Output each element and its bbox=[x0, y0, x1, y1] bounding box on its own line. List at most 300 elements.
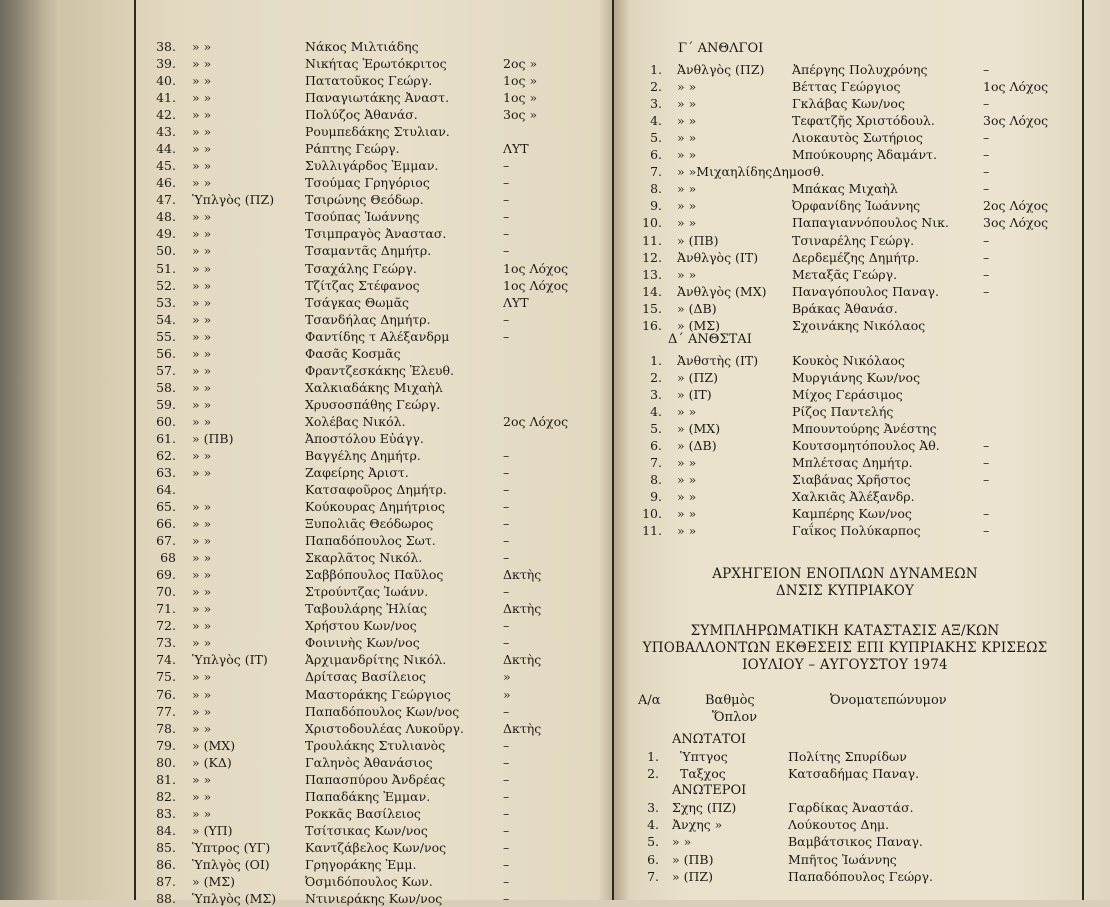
officer-name: Πατατοῦκος Γεώργ. bbox=[305, 73, 433, 89]
officer-name: Σκαρλᾶτος Νικόλ. bbox=[305, 550, 423, 566]
anthlgos-number: 9. bbox=[650, 198, 662, 214]
officer-rank: » » bbox=[192, 771, 212, 787]
anthlgos-number: 16. bbox=[642, 317, 662, 333]
anotatos-number: 1. bbox=[647, 749, 659, 764]
officer-name: Παπαδόπουλος Σωτ. bbox=[305, 533, 436, 549]
officer-note: 1ος Λόχος bbox=[503, 277, 569, 293]
officer-name: Ταβουλάρης Ἠλίας bbox=[305, 601, 428, 617]
anthlgos-row bbox=[0, 61, 1110, 78]
officer-note: – bbox=[503, 754, 510, 770]
officer-row bbox=[0, 38, 1110, 55]
anthstis-note: – bbox=[983, 506, 990, 521]
officer-note: Δκτὴς bbox=[503, 652, 542, 668]
officer-rank: » » bbox=[192, 311, 212, 327]
section-anthstai-heading: Δ΄ ΑΝΘΣΤΑΙ bbox=[668, 332, 752, 347]
officer-name: Ὀσμιδόπουλος Κων. bbox=[305, 873, 433, 889]
anoteros-number: 7. bbox=[647, 868, 659, 884]
officer-row bbox=[0, 890, 1110, 907]
officer-name: Φαντίδης τ Αλέξανδρμ bbox=[305, 328, 450, 344]
officer-name: Τσίτσικας Κων/νος bbox=[305, 822, 428, 838]
officer-rank: » » bbox=[192, 124, 212, 140]
anthlgos-number: 5. bbox=[650, 130, 662, 146]
officer-number: 68 bbox=[160, 550, 176, 566]
anthlgos-row bbox=[0, 146, 1110, 163]
officer-number: 69. bbox=[156, 567, 176, 583]
anthlgos-row bbox=[0, 78, 1110, 95]
officer-rank: » » bbox=[192, 294, 212, 310]
officer-number: 40. bbox=[156, 73, 176, 89]
officer-number: 48. bbox=[156, 209, 176, 225]
anthlgos-name: Παπαγιαννόπουλος Νικ. bbox=[792, 215, 949, 231]
officer-name: Φασᾶς Κοσμᾶς bbox=[305, 345, 401, 361]
anthstis-note: – bbox=[983, 523, 990, 538]
officer-name: Παναγιωτάκης Ἀναστ. bbox=[305, 90, 450, 106]
anthstis-name: Χαλκιᾶς Ἀλέξανδρ. bbox=[792, 489, 915, 504]
anthlgos-row bbox=[0, 214, 1110, 231]
anthlgos-number: 7. bbox=[650, 164, 662, 180]
officer-note: – bbox=[503, 243, 510, 259]
anotatos-name: Κατσαδήμας Παναγ. bbox=[788, 766, 920, 781]
officer-rank: » » bbox=[192, 209, 212, 225]
anthlgos-row bbox=[0, 95, 1110, 112]
header-aa: Α/α bbox=[638, 693, 661, 708]
anthstis-rank: » » bbox=[677, 523, 697, 538]
officer-number: 70. bbox=[156, 584, 176, 600]
officer-rank: » (ΜΣ) bbox=[192, 873, 236, 889]
officer-name: Χαλκιαδάκης Μιχαὴλ bbox=[305, 379, 443, 395]
officer-rank: » (ΥΠ) bbox=[192, 822, 233, 838]
officer-note: – bbox=[503, 839, 510, 855]
officer-name: Κατσαφοῦρος Δημήτρ. bbox=[305, 482, 447, 498]
officer-rank: » » bbox=[192, 107, 212, 123]
anthlgos-number: 14. bbox=[642, 283, 662, 299]
officer-number: 63. bbox=[156, 465, 176, 480]
anthlgos-number: 1. bbox=[650, 62, 662, 77]
anthstis-name: Μπουντούρης Ἀνέστης bbox=[792, 421, 937, 436]
officer-number: 88. bbox=[156, 891, 176, 906]
officer-rank: » » bbox=[192, 413, 212, 429]
anthlgos-number: 2. bbox=[650, 79, 662, 95]
anthstis-rank: » » bbox=[677, 472, 697, 487]
officer-note: » bbox=[503, 686, 511, 702]
officer-number: 60. bbox=[156, 413, 176, 429]
anthlgos-row bbox=[0, 180, 1110, 197]
officer-name: Κούκουρας Δημήτριος bbox=[305, 499, 445, 515]
officer-rank: » » bbox=[192, 516, 212, 532]
officer-rank: Ὑπτρος (ΥΓ) bbox=[192, 839, 271, 855]
officer-name: Γαληνὸς Ἀθανάσιος bbox=[305, 754, 433, 770]
officer-name: Ἀποστόλου Εὐάγγ. bbox=[305, 430, 424, 446]
officer-rank: » » bbox=[192, 669, 212, 685]
anotatos-rank: Ὑπτγος bbox=[680, 749, 728, 764]
anthlgos-name: Ἀπέργης Πολυχρόνης bbox=[792, 62, 928, 77]
officer-row bbox=[0, 600, 1110, 617]
anthlgos-note: – bbox=[983, 96, 990, 112]
anthlgos-rank: » (ΔΒ) bbox=[677, 300, 717, 316]
officer-rank: » » bbox=[192, 73, 212, 89]
officer-note: – bbox=[503, 737, 510, 753]
anoteros-row bbox=[0, 868, 1110, 885]
officer-note: 1ος » bbox=[503, 73, 538, 89]
anthstis-row bbox=[0, 403, 1110, 420]
officer-name: Παπαδόπουλος Κων/νος bbox=[305, 703, 460, 719]
officer-note: Δκτὴς bbox=[503, 601, 542, 617]
anthstis-row bbox=[0, 522, 1110, 539]
officer-number: 52. bbox=[156, 277, 176, 293]
officer-number: 38. bbox=[156, 39, 176, 54]
anthstis-rank: » (ΠΖ) bbox=[677, 370, 718, 385]
officer-note: 2ος » bbox=[503, 56, 538, 72]
officer-name: Τσιμπραγὸς Ἀναστασ. bbox=[305, 226, 447, 242]
anthlgos-row bbox=[0, 249, 1110, 266]
anthlgos-rank: Ἀνθλγὸς (ΙΤ) bbox=[677, 249, 759, 265]
officer-note: 3ος » bbox=[503, 107, 538, 123]
officer-rank: » » bbox=[192, 277, 212, 293]
anthlgos-name: Λιοκαυτὸς Σωτήριος bbox=[792, 130, 923, 146]
officer-rank: » » bbox=[192, 686, 212, 702]
officer-name: Φραντζεσκάκης Ἐλευθ. bbox=[305, 362, 455, 378]
officer-number: 84. bbox=[156, 822, 176, 838]
officer-number: 54. bbox=[156, 311, 176, 327]
anotatos-number: 2. bbox=[647, 766, 659, 781]
anthstis-rank: » » bbox=[677, 404, 697, 419]
anthlgos-note: – bbox=[983, 62, 990, 77]
anthlgos-note: – bbox=[983, 249, 990, 265]
officer-rank: » » bbox=[192, 567, 212, 583]
officer-number: 64. bbox=[156, 482, 176, 498]
anthlgos-note: – bbox=[983, 147, 990, 163]
officer-number: 85. bbox=[156, 839, 176, 855]
officer-rank: » » bbox=[192, 345, 212, 361]
anthlgos-row bbox=[0, 283, 1110, 300]
anthlgos-number: 10. bbox=[642, 215, 662, 231]
officer-name: Τσανδήλας Δημήτρ. bbox=[305, 311, 431, 327]
anthlgos-number: 6. bbox=[650, 147, 662, 163]
officer-number: 77. bbox=[156, 703, 176, 719]
anoteros-name: Μπῆτος Ἰωάννης bbox=[788, 851, 897, 867]
hq-title-line1: ΑΡΧΗΓΕΙΟΝ ΕΝΟΠΛΩΝ ΔΥΝΑΜΕΩΝ bbox=[712, 566, 978, 582]
anthlgos-rank: » » bbox=[677, 96, 697, 112]
officer-rank: Ὑπλγὸς (ΙΤ) bbox=[192, 652, 268, 668]
anoteros-number: 3. bbox=[647, 800, 659, 815]
anthstis-name: Κουτσομητόπουλος Ἀθ. bbox=[792, 438, 940, 453]
officer-number: 42. bbox=[156, 107, 176, 123]
anthstis-number: 5. bbox=[650, 421, 662, 436]
officer-note: – bbox=[503, 482, 510, 498]
anthlgos-name: Ὀρφανίδης Ἰωάννης bbox=[792, 198, 921, 214]
anthlgos-row bbox=[0, 266, 1110, 283]
anthlgos-rank: » » bbox=[677, 266, 697, 282]
officer-name: Ροκκᾶς Βασίλειος bbox=[305, 805, 421, 821]
officer-name: Δρίτσας Βασίλειος bbox=[305, 669, 427, 685]
section-anthlgoi-heading: Γ΄ ΑΝΘΛΓΟΙ bbox=[678, 41, 764, 56]
officer-number: 44. bbox=[156, 141, 176, 157]
anthlgos-note: – bbox=[983, 266, 990, 282]
anthlgos-row bbox=[0, 197, 1110, 214]
anthlgos-note: – bbox=[983, 164, 990, 180]
anthlgos-rank: Ἀνθλγὸς (ΠΖ) bbox=[677, 62, 765, 77]
officer-name: Χριστοδουλέας Λυκοῦργ. bbox=[305, 720, 464, 736]
officer-rank: » » bbox=[192, 56, 212, 72]
officer-number: 73. bbox=[156, 635, 176, 651]
officer-rank: » (ΚΔ) bbox=[192, 754, 232, 770]
anthstis-name: Γαΐκος Πολύκαρπος bbox=[792, 523, 921, 538]
officer-name: Παπασπύρου Ἀνδρέας bbox=[305, 771, 446, 787]
anthstis-number: 3. bbox=[650, 387, 662, 402]
officer-number: 87. bbox=[156, 873, 176, 889]
officer-number: 86. bbox=[156, 856, 176, 872]
officer-number: 71. bbox=[156, 601, 176, 617]
anthstis-name: Μυργιάνης Κων/νος bbox=[792, 370, 921, 385]
officer-note: 1ος Λόχος bbox=[503, 260, 569, 276]
anthlgos-note: 1ος Λόχος bbox=[983, 79, 1049, 95]
officer-name: Τσούμας Γρηγόριος bbox=[305, 175, 430, 191]
anoteros-name: Λούκουτος Δημ. bbox=[788, 817, 890, 833]
officer-name: Βαγγέλης Δημήτρ. bbox=[305, 447, 421, 463]
officer-name: Νικήτας Ἐρωτόκριτος bbox=[305, 56, 447, 72]
officer-note: 2ος Λόχος bbox=[503, 413, 569, 429]
officer-number: 53. bbox=[156, 294, 176, 310]
officer-number: 43. bbox=[156, 124, 176, 140]
officer-note: – bbox=[503, 635, 510, 651]
anthstis-name: Σιαβάνας Χρῆστος bbox=[792, 472, 911, 487]
anoteroi-heading: ΑΝΩΤΕΡΟΙ bbox=[672, 783, 747, 798]
officer-number: 61. bbox=[156, 430, 176, 446]
officer-rank: » » bbox=[192, 158, 212, 174]
header-name: Ὀνοματεπώνυμον bbox=[830, 693, 947, 708]
anthlgos-note: – bbox=[983, 232, 990, 248]
anthstis-rank: » » bbox=[677, 506, 697, 521]
officer-note: – bbox=[503, 873, 510, 889]
officer-rank: » » bbox=[192, 328, 212, 344]
officer-rank: » » bbox=[192, 141, 212, 157]
officer-number: 51. bbox=[156, 260, 176, 276]
officer-name: Στρούντζας Ἰωάνν. bbox=[305, 584, 429, 600]
officer-rank: » » bbox=[192, 243, 212, 259]
report-title-line1: ΣΥΜΠΛΗΡΩΜΑΤΙΚΗ ΚΑΤΑΣΤΑΣΙΣ ΑΞ/ΚΩΝ bbox=[690, 623, 1000, 639]
anthstis-number: 2. bbox=[650, 370, 662, 385]
anthstis-number: 7. bbox=[650, 455, 662, 470]
anotatos-rank: Ταξχος bbox=[680, 766, 726, 781]
officer-note: – bbox=[503, 192, 510, 208]
anthlgos-rank: » (ΠΒ) bbox=[677, 232, 719, 248]
officer-name: Μαστοράκης Γεώργιος bbox=[305, 686, 451, 702]
officer-rank: » » bbox=[192, 396, 212, 412]
anthlgos-number: 15. bbox=[642, 300, 662, 316]
anthstis-note: – bbox=[983, 438, 990, 453]
officer-rank: » » bbox=[192, 618, 212, 634]
officer-rank: » » bbox=[192, 226, 212, 242]
officer-name: Χολέβας Νικόλ. bbox=[305, 413, 406, 429]
anthstis-rank: » (ΔΒ) bbox=[677, 438, 717, 453]
anthlgos-rank: » » bbox=[677, 215, 697, 231]
officer-name: Τζίτζας Στέφανος bbox=[305, 277, 420, 293]
anthlgos-number: 4. bbox=[650, 113, 662, 129]
officer-name: Ντινιεράκης Κων/νος bbox=[305, 891, 443, 906]
officer-rank: » » bbox=[192, 635, 212, 651]
anthlgos-row bbox=[0, 163, 1110, 180]
anthlgos-note: 2ος Λόχος bbox=[983, 198, 1049, 214]
officer-note: ΛΥΤ bbox=[503, 141, 529, 157]
officer-rank: » » bbox=[192, 499, 212, 515]
anthlgos-number: 12. bbox=[642, 249, 662, 265]
officer-number: 57. bbox=[156, 362, 176, 378]
officer-name: Πολύζος Ἀθανάσ. bbox=[305, 107, 418, 123]
anthstis-name: Ρίζος Παντελής bbox=[792, 404, 894, 419]
anthlgos-rank: » »ΜιχαηλίδηςΔημοσθ. bbox=[677, 164, 825, 180]
officer-name: Σαββόπουλος Παῦλος bbox=[305, 567, 444, 583]
anthstis-number: 10. bbox=[642, 506, 662, 521]
anthstis-rank: » (ΙΤ) bbox=[677, 387, 712, 402]
anthstis-note: – bbox=[983, 455, 990, 470]
officer-note: – bbox=[503, 158, 510, 174]
officer-number: 46. bbox=[156, 175, 176, 191]
anthstis-number: 11. bbox=[642, 523, 662, 538]
anthlgos-name: Μεταξᾶς Γεώργ. bbox=[792, 266, 898, 282]
anthlgos-number: 3. bbox=[650, 96, 662, 112]
officer-rank: » (ΠΒ) bbox=[192, 430, 234, 446]
officer-number: 45. bbox=[156, 158, 176, 174]
anoteros-number: 5. bbox=[647, 834, 659, 850]
officer-rank: » » bbox=[192, 260, 212, 276]
anoteros-name: Βαμβάτσικος Παναγ. bbox=[788, 834, 923, 850]
anthlgos-name: Μπάκας Μιχαὴλ bbox=[792, 181, 898, 197]
anthstis-row bbox=[0, 454, 1110, 471]
header-arm: Ὅπλον bbox=[712, 710, 758, 725]
anoteros-rank: » (ΠΒ) bbox=[672, 851, 714, 867]
officer-rank: » » bbox=[192, 533, 212, 549]
anthlgos-name: Τσιναρέλης Γεώργ. bbox=[792, 232, 915, 248]
officer-note: – bbox=[503, 328, 510, 344]
anthlgos-name: Τεφατζῆς Χριστόδουλ. bbox=[792, 113, 935, 129]
anthstis-row bbox=[0, 369, 1110, 386]
officer-rank: » » bbox=[192, 720, 212, 736]
anoteros-rank: » » bbox=[672, 834, 692, 850]
anthlgos-rank: » » bbox=[677, 113, 697, 129]
officer-note: – bbox=[503, 805, 510, 821]
officer-rank: » » bbox=[192, 465, 212, 480]
officer-note: – bbox=[503, 226, 510, 242]
officer-note: – bbox=[503, 856, 510, 872]
officer-rank: » (ΜΧ) bbox=[192, 737, 236, 753]
officer-number: 79. bbox=[156, 737, 176, 753]
anthstis-rank: Ἀνθστὴς (ΙΤ) bbox=[677, 353, 759, 368]
officer-name: Ἀρχιμανδρίτης Νικόλ. bbox=[305, 652, 447, 668]
officer-note: – bbox=[503, 788, 510, 804]
officer-number: 59. bbox=[156, 396, 176, 412]
header-rank: Βαθμὸς bbox=[705, 693, 755, 708]
anthlgos-name: Μπούκουρης Ἀδαμάντ. bbox=[792, 147, 937, 163]
anthlgos-name: Βράκας Ἀθανάσ. bbox=[792, 300, 898, 316]
anthlgos-row bbox=[0, 300, 1110, 317]
anthstis-number: 1. bbox=[650, 353, 662, 368]
anthlgos-name: Δερδεμέζης Δημήτρ. bbox=[792, 249, 920, 265]
officer-name: Ρουμπεδάκης Στυλιαν. bbox=[305, 124, 450, 140]
officer-note: Δκτὴς bbox=[503, 567, 542, 583]
officer-note: 1ος » bbox=[503, 90, 538, 106]
officer-note: – bbox=[503, 499, 510, 515]
officer-note: – bbox=[503, 891, 510, 906]
officer-name: Ράπτης Γεώργ. bbox=[305, 141, 400, 157]
officer-name: Τρουλάκης Στυλιανὸς bbox=[305, 737, 446, 753]
officer-note: – bbox=[503, 311, 510, 327]
officer-note: – bbox=[503, 209, 510, 225]
officer-name: Τσάγκας Θωμᾶς bbox=[305, 294, 410, 310]
anthstis-number: 9. bbox=[650, 489, 662, 504]
officer-number: 50. bbox=[156, 243, 176, 259]
anthstis-row bbox=[0, 386, 1110, 403]
officer-name: Συλλιγάρδος Ἐμμαν. bbox=[305, 158, 439, 174]
officer-name: Χρήστου Κων/νος bbox=[305, 618, 417, 634]
officer-rank: » » bbox=[192, 584, 212, 600]
anthlgos-rank: » » bbox=[677, 79, 697, 95]
anthlgos-rank: » (ΜΣ) bbox=[677, 317, 721, 333]
officer-note: – bbox=[503, 771, 510, 787]
anthlgos-rank: » » bbox=[677, 130, 697, 146]
anoteros-name: Γαρδίκας Ἀναστάσ. bbox=[788, 800, 914, 815]
officer-rank: » » bbox=[192, 39, 212, 54]
anotatos-name: Πολίτης Σπυρίδων bbox=[788, 749, 907, 764]
anthstis-number: 6. bbox=[650, 438, 662, 453]
anthstis-row bbox=[0, 352, 1110, 369]
anoteros-rank: » (ΠΖ) bbox=[672, 868, 713, 884]
officer-rank: » » bbox=[192, 601, 212, 617]
anoteros-number: 6. bbox=[647, 851, 659, 867]
officer-name: Τσιρώνης Θεόδωρ. bbox=[305, 192, 424, 208]
hq-title-line2: ΔΝΣΙΣ ΚΥΠΡΙΑΚΟΥ bbox=[775, 583, 915, 599]
officer-rank: » » bbox=[192, 703, 212, 719]
anthlgos-row bbox=[0, 317, 1110, 334]
anthlgos-note: – bbox=[983, 181, 990, 197]
anthlgos-name: Σχοινάκης Νικόλαος bbox=[792, 317, 926, 333]
officer-rank: » » bbox=[192, 379, 212, 395]
officer-note: Δκτὴς bbox=[503, 720, 542, 736]
officer-rank: » » bbox=[192, 805, 212, 821]
officer-rank: Ὑπλγὸς (ΜΣ) bbox=[192, 891, 277, 906]
anotatoi-heading: ΑΝΩΤΑΤΟΙ bbox=[672, 732, 747, 747]
anthstis-number: 4. bbox=[650, 404, 662, 419]
officer-note: – bbox=[503, 550, 510, 566]
officer-rank: » » bbox=[192, 788, 212, 804]
officer-number: 65. bbox=[156, 499, 176, 515]
officer-number: 76. bbox=[156, 686, 176, 702]
anthstis-rank: » » bbox=[677, 455, 697, 470]
officer-rank: » » bbox=[192, 362, 212, 378]
officer-number: 56. bbox=[156, 345, 176, 361]
anoteros-number: 4. bbox=[647, 817, 659, 833]
anotatos-row bbox=[0, 748, 1110, 765]
anoteros-row bbox=[0, 833, 1110, 850]
anthstis-row bbox=[0, 505, 1110, 522]
officer-note: – bbox=[503, 822, 510, 838]
anthlgos-note: 3ος Λόχος bbox=[983, 113, 1049, 129]
officer-number: 39. bbox=[156, 56, 176, 72]
officer-name: Χρυσοσπάθης Γεώργ. bbox=[305, 396, 441, 412]
anthstis-name: Μπλέτσας Δημήτρ. bbox=[792, 455, 913, 470]
officer-name: Ζαφείρης Ἀριστ. bbox=[305, 465, 409, 480]
officer-number: 66. bbox=[156, 516, 176, 532]
anthstis-row bbox=[0, 437, 1110, 454]
officer-rank: » » bbox=[192, 90, 212, 106]
officer-row bbox=[0, 720, 1110, 737]
anthlgos-number: 13. bbox=[642, 266, 662, 282]
officer-name: Νάκος Μιλτιάδης bbox=[305, 39, 419, 54]
officer-rank: » » bbox=[192, 447, 212, 463]
officer-name: Γρηγοράκης Ἐμμ. bbox=[305, 856, 417, 872]
anthlgos-row bbox=[0, 232, 1110, 249]
officer-number: 80. bbox=[156, 754, 176, 770]
officer-number: 62. bbox=[156, 447, 176, 463]
